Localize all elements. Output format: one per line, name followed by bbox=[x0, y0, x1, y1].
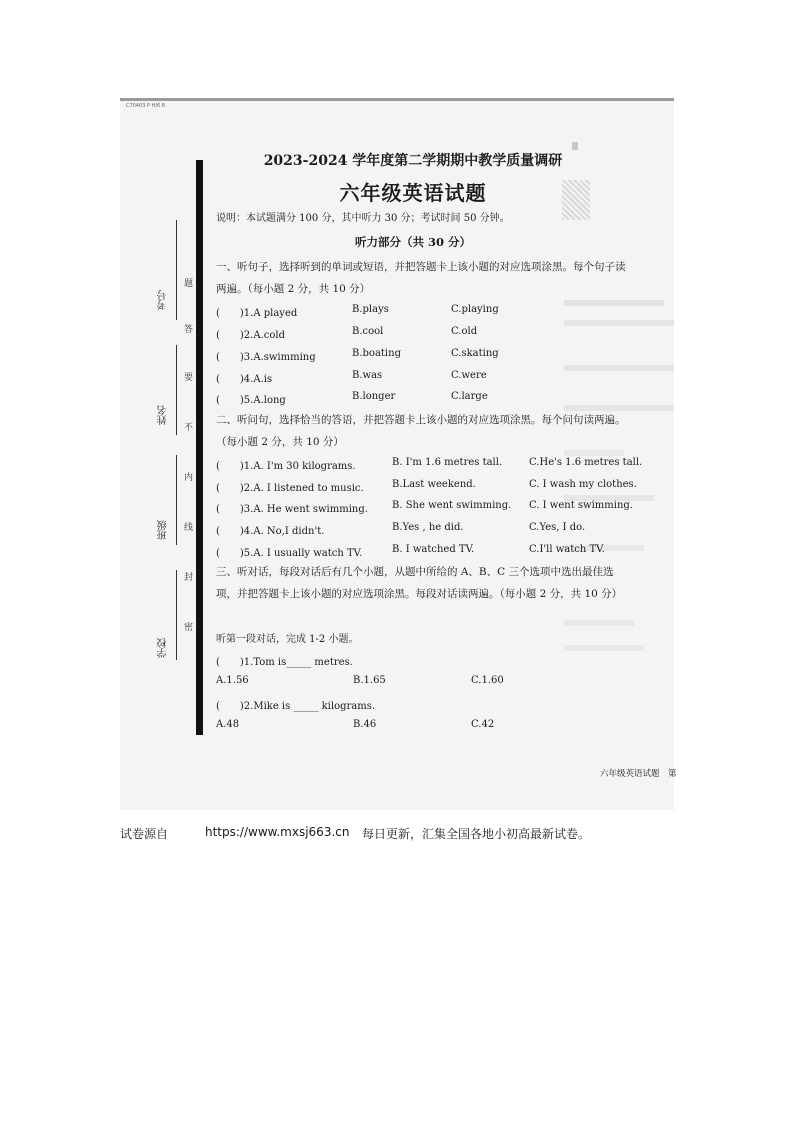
option-b: B.longer bbox=[352, 391, 396, 402]
seal-char: 答 bbox=[184, 325, 194, 335]
option-b: B.cool bbox=[352, 326, 384, 337]
class-label: 班级 bbox=[158, 520, 169, 540]
option-a: A.1.56 bbox=[216, 675, 249, 686]
option-a: ( )3.A.swimming bbox=[216, 352, 316, 363]
scan-top-edge bbox=[120, 98, 674, 101]
option-c: C. I wash my clothes. bbox=[529, 479, 637, 490]
option-c: C.skating bbox=[451, 348, 499, 359]
name-line bbox=[176, 345, 177, 435]
school-label: 学校 bbox=[158, 638, 169, 658]
option-b: B.1.65 bbox=[353, 675, 386, 686]
option-c: C.He's 1.6 metres tall. bbox=[529, 457, 643, 468]
seal-char: 题 bbox=[184, 279, 194, 289]
bleed-through-mark bbox=[572, 142, 578, 150]
exam-subtitle: 六年级英语试题 bbox=[339, 181, 487, 205]
seal-char: 封 bbox=[184, 573, 194, 583]
question-stem: ( )1.Tom is_____ metres. bbox=[216, 657, 353, 668]
option-b: B.Yes , he did. bbox=[392, 522, 464, 533]
part2-instruction: 二、听问句，选择恰当的答语，并把答题卡上该小题的对应选项涂黑。每个问句读两遍。（每小题 2 分，共 10 分） bbox=[216, 414, 626, 448]
question-stem: ( )2.Mike is _____ kilograms. bbox=[216, 701, 376, 712]
option-a: ( )2.A.cold bbox=[216, 330, 285, 341]
option-b: B. I'm 1.6 metres tall. bbox=[392, 457, 503, 468]
option-c: C.42 bbox=[471, 719, 495, 730]
option-c: C.1.60 bbox=[471, 675, 504, 686]
option-a: ( )1.A. I'm 30 kilograms. bbox=[216, 461, 356, 472]
option-b: B. She went swimming. bbox=[392, 500, 512, 511]
seal-char: 不 bbox=[184, 423, 194, 433]
seal-char: 密 bbox=[184, 623, 194, 633]
seal-char: 要 bbox=[184, 373, 194, 383]
part1-instruction: 一、听句子，选择听到的单词或短语，并把答题卡上该小题的对应选项涂黑。每个句子读两遍。（每小题 2 分，共 10 分） bbox=[216, 261, 626, 295]
option-b: B.was bbox=[352, 370, 383, 381]
option-a: ( )1.A played bbox=[216, 308, 298, 319]
option-a: ( )4.A. No,I didn't. bbox=[216, 526, 325, 537]
option-b: B.plays bbox=[352, 304, 389, 315]
source-prefix: 试卷源自 bbox=[120, 827, 169, 841]
option-c: C.large bbox=[451, 391, 488, 402]
option-a: ( )2.A. I listened to music. bbox=[216, 483, 364, 494]
part3-instruction: 三、听对话，每段对话后有几个小题，从题中所给的 A、B、C 三个选项中选出最佳选项，并把答题卡上该小题的对应选项涂黑。每段对话读两遍。（每小题 2 分，共 10 分） bbox=[216, 566, 623, 600]
seal-char: 内 bbox=[184, 473, 194, 483]
page-footer: 六年级英语试题 第 bbox=[600, 769, 677, 779]
option-b: B. I watched TV. bbox=[392, 544, 475, 555]
option-b: B.46 bbox=[353, 719, 377, 730]
exam-title: 2023-2024 学年度第二学期期中教学质量调研 bbox=[263, 153, 563, 169]
option-c: C.were bbox=[451, 370, 487, 381]
option-a: ( )4.A.is bbox=[216, 374, 273, 385]
exam-note: 说明：本试题满分 100 分，其中听力 30 分；考试时间 50 分钟。 bbox=[216, 213, 510, 224]
name-label: 姓名 bbox=[158, 405, 169, 425]
seal-char: 线 bbox=[184, 523, 194, 533]
option-a: ( )5.A. I usually watch TV. bbox=[216, 548, 363, 559]
option-b: B.Last weekend. bbox=[392, 479, 476, 490]
source-link[interactable]: https://www.mxsj663.cn bbox=[205, 825, 350, 839]
option-c: C.old bbox=[451, 326, 478, 337]
listening-heading: 听力部分（共 30 分） bbox=[354, 235, 471, 249]
option-c: C.I'll watch TV. bbox=[529, 544, 605, 555]
option-c: C.playing bbox=[451, 304, 499, 315]
option-c: C. I went swimming. bbox=[529, 500, 633, 511]
option-b: B.boating bbox=[352, 348, 401, 359]
option-c: C.Yes, I do. bbox=[529, 522, 586, 533]
option-a: ( )3.A. He went swimming. bbox=[216, 504, 368, 515]
class-line bbox=[176, 455, 177, 545]
exam-number-line bbox=[176, 220, 177, 320]
option-a: A.48 bbox=[216, 719, 240, 730]
school-line bbox=[176, 570, 177, 660]
source-suffix: 每日更新，汇集全国各地小初高最新试卷。 bbox=[362, 827, 591, 841]
exam-number-label: 考号 bbox=[158, 290, 169, 310]
scan-code: C70403 P H/6 8 bbox=[126, 103, 165, 109]
option-a: ( )5.A.long bbox=[216, 395, 286, 406]
binding-bar bbox=[196, 160, 203, 735]
